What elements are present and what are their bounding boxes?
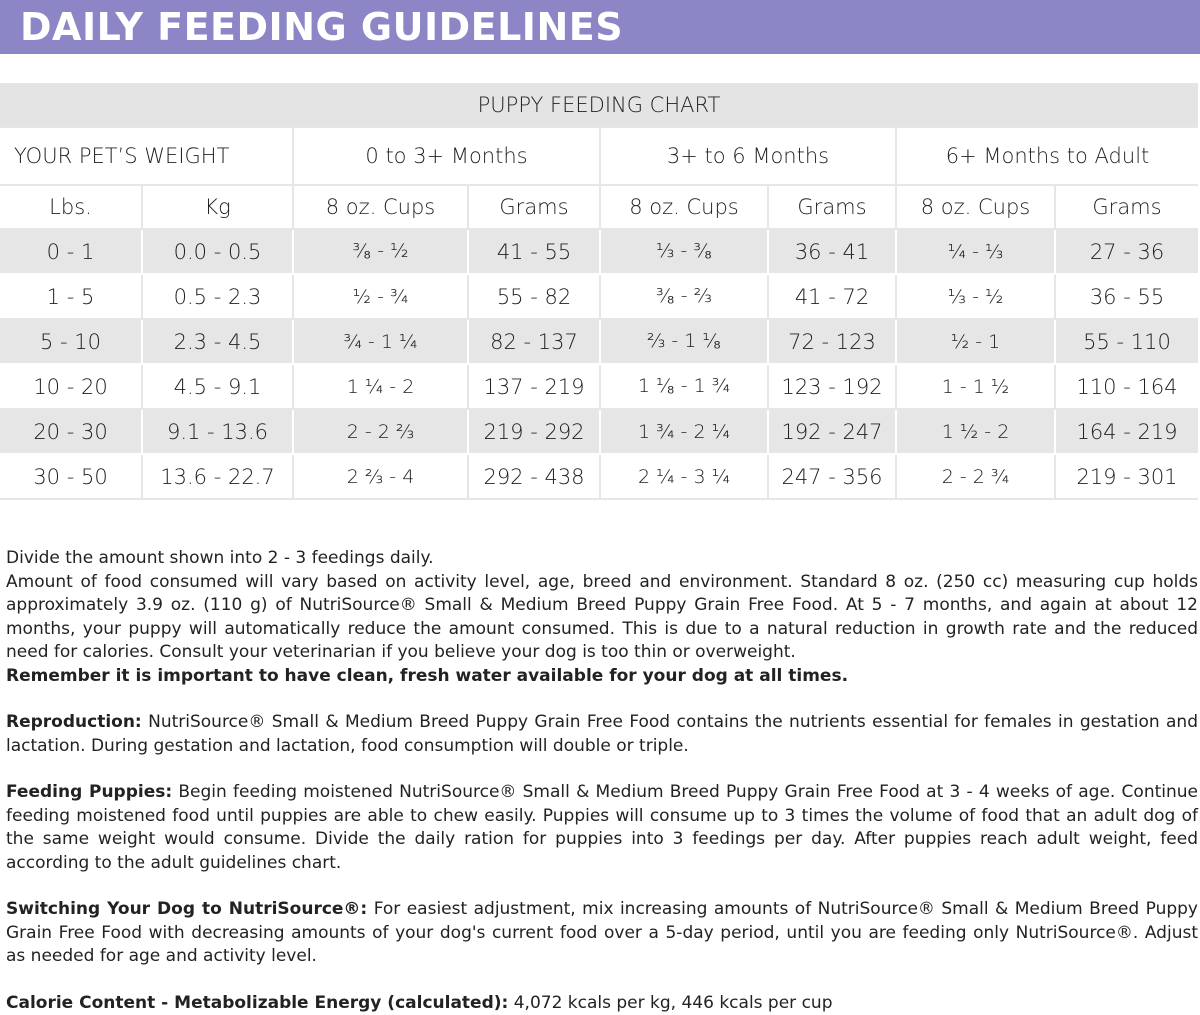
age-group-header: 0 to 3+ Months	[293, 127, 600, 185]
table-cell: 36 - 55	[1055, 274, 1198, 319]
table-cell: 41 - 72	[768, 274, 896, 319]
table-row	[0, 319, 1198, 364]
table-cell: ¹⁄₃ - ³⁄₈	[600, 229, 768, 274]
table-cell: 2 ¹⁄₄ - 3 ¹⁄₄	[600, 454, 768, 499]
column-header: 8 oz. Cups	[600, 185, 768, 229]
table-cell: 41 - 55	[468, 229, 600, 274]
table-cell: 1 ³⁄₄ - 2 ¹⁄₄	[600, 409, 768, 454]
age-group-header: 3+ to 6 Months	[600, 127, 896, 185]
table-cell: 292 - 438	[468, 454, 600, 499]
table-cell: ²⁄₃ - 1 ¹⁄₈	[600, 319, 768, 364]
table-cell: 110 - 164	[1055, 364, 1198, 409]
calorie-label: Calorie Content - Metabolizable Energy (calculated):	[6, 992, 509, 1013]
table-cell: 9.1 - 13.6	[142, 409, 293, 454]
table-cell: 2 - 2 ²⁄₃	[293, 409, 468, 454]
reproduction-label: Reproduction:	[6, 712, 142, 732]
table-cell: 137 - 219	[468, 364, 600, 409]
table-cell: 10 - 20	[0, 364, 142, 409]
table-cell: 1 ¹⁄₂ - 2	[896, 409, 1055, 454]
table-cell: 1 - 5	[0, 274, 142, 319]
table-cell: 13.6 - 22.7	[142, 454, 293, 499]
table-cell: 55 - 82	[468, 274, 600, 319]
calorie-note	[6, 992, 1198, 1015]
table-cell: 55 - 110	[1055, 319, 1198, 364]
table-cell: 5 - 10	[0, 319, 142, 364]
reproduction-note	[6, 711, 1198, 758]
weight-header: YOUR PET’S WEIGHT	[0, 127, 293, 185]
calorie-text: 4,072 kcals per kg, 446 kcals per cup	[508, 992, 833, 1013]
table-cell: 82 - 137	[468, 319, 600, 364]
table-cell: 1 ¹⁄₈ - 1 ³⁄₄	[600, 364, 768, 409]
table-cell: 4.5 - 9.1	[142, 364, 293, 409]
table-cell: 1 ¹⁄₄ - 2	[293, 364, 468, 409]
table-cell: 219 - 301	[1055, 454, 1198, 499]
table-cell: ³⁄₈ - ²⁄₃	[600, 274, 768, 319]
column-header: Kg	[142, 185, 293, 229]
reproduction-text: NutriSource® Small & Medium Breed Puppy Grain Free Food contains the nutrients essential for females in gestation and lactation. During gestation and lactation, food consumption will double or triple.	[6, 712, 1198, 756]
water-note-text: Remember it is important to have clean, fresh water available for your dog at all times.	[6, 665, 849, 686]
column-header: 8 oz. Cups	[896, 185, 1055, 229]
switching-label: Switching Your Dog to NutriSource®:	[6, 899, 368, 919]
table-cell: ¹⁄₂ - 1	[896, 319, 1055, 364]
chart-body	[0, 229, 1198, 499]
table-row	[0, 409, 1198, 454]
column-header: 8 oz. Cups	[293, 185, 468, 229]
table-cell: 30 - 50	[0, 454, 142, 499]
table-cell: ¹⁄₂ - ³⁄₄	[293, 274, 468, 319]
switching-note	[6, 898, 1198, 969]
table-row	[0, 274, 1198, 319]
table-cell: 192 - 247	[768, 409, 896, 454]
age-group-header: 6+ Months to Adult	[896, 127, 1198, 185]
table-cell: 20 - 30	[0, 409, 142, 454]
chart-header-row	[0, 127, 1198, 185]
table-cell: 164 - 219	[1055, 409, 1198, 454]
feeding-puppies-note	[6, 781, 1198, 875]
table-cell: 247 - 356	[768, 454, 896, 499]
water-note	[6, 665, 1198, 689]
switching-text: For easiest adjustment, mix increasing amounts of NutriSource® Small & Medium Breed Puppy Grain Free Food with decreasing amounts of your dog's current food over a 5-day period, until you are feeding only NutriSource®. Adjust as needed for age and activity level.	[6, 899, 1198, 966]
divide-note: Divide the amount shown into 2 - 3 feedings daily.	[6, 548, 434, 568]
table-cell: 1 - 1 ¹⁄₂	[896, 364, 1055, 409]
feeding-label: Feeding Puppies:	[6, 782, 173, 802]
table-row	[0, 229, 1198, 274]
table-cell: 0.5 - 2.3	[142, 274, 293, 319]
table-cell: 36 - 41	[768, 229, 896, 274]
table-cell: 123 - 192	[768, 364, 896, 409]
header-banner	[0, 0, 1200, 54]
table-cell: 0.0 - 0.5	[142, 229, 293, 274]
table-cell: ¹⁄₃ - ¹⁄₂	[896, 274, 1055, 319]
table-row	[0, 454, 1198, 499]
amount-note: Amount of food consumed will vary based on activity level, age, breed and environment. Standard 8 oz. (250 cc) measuring cup holds approximately 3.9 oz. (110 g) of NutriSource® Small & Medium Breed Puppy Grain Free Food. At 5 - 7 months, and again at about 12 months, your puppy will automatically reduce the amount consumed. This is due to a natural reduction in growth rate and the reduced need for calories. Consult your veterinarian if you believe your dog is too thin or overweight.	[6, 571, 1198, 662]
table-cell: 2 ²⁄₃ - 4	[293, 454, 468, 499]
feeding-notes	[6, 547, 1198, 1015]
table-cell: 27 - 36	[1055, 229, 1198, 274]
table-cell: 219 - 292	[468, 409, 600, 454]
puppy-feeding-chart	[0, 83, 1198, 500]
column-header: Grams	[468, 185, 600, 229]
chart-subheader-row	[0, 185, 1198, 229]
table-cell: ¹⁄₄ - ¹⁄₃	[896, 229, 1055, 274]
table-cell: 2.3 - 4.5	[142, 319, 293, 364]
table-cell: ³⁄₄ - 1 ¹⁄₄	[293, 319, 468, 364]
column-header: Grams	[1055, 185, 1198, 229]
table-cell: 2 - 2 ³⁄₄	[896, 454, 1055, 499]
column-header: Grams	[768, 185, 896, 229]
column-header: Lbs.	[0, 185, 142, 229]
table-cell: 0 - 1	[0, 229, 142, 274]
chart-title-row	[0, 83, 1198, 127]
table-cell: ³⁄₈ - ¹⁄₂	[293, 229, 468, 274]
chart-title: PUPPY FEEDING CHART	[0, 83, 1198, 127]
page-title: DAILY FEEDING GUIDELINES	[20, 5, 624, 49]
feeding-text: Begin feeding moistened NutriSource® Small & Medium Breed Puppy Grain Free Food at 3 - 4 weeks of age. Continue feeding moistened food until puppies are able to chew easily. Puppies will consume up to 3 times the volume of food that an adult dog of the same weight would consume. Divide the daily ration for puppies into 3 feedings per day. After puppies reach adult weight, feed according to the adult guidelines chart.	[6, 782, 1198, 873]
table-row	[0, 364, 1198, 409]
table-cell: 72 - 123	[768, 319, 896, 364]
